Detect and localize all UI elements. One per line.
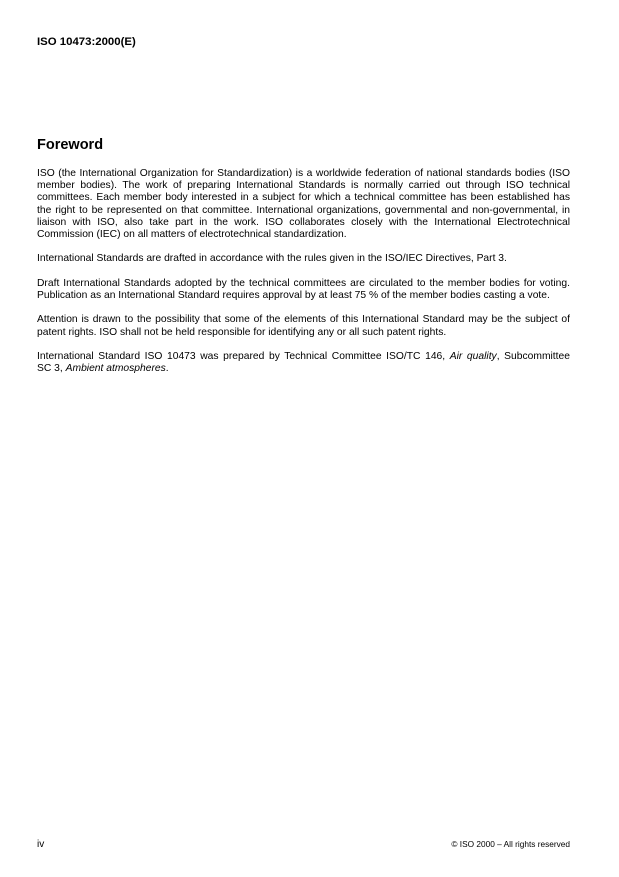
foreword-body (37, 168, 570, 388)
paragraph (37, 253, 570, 265)
text-run: , Subcommittee (496, 350, 570, 362)
text-line: liaison with ISO, also take part in the work. ISO collaborates closely with the International Electrotechnical (37, 216, 570, 228)
document-id-header: ISO 10473:2000(E) (37, 36, 136, 48)
paragraph (37, 351, 570, 375)
paragraph (37, 168, 570, 241)
text-line: patent rights. ISO shall not be held responsible for identifying any or all such patent rights. (37, 326, 447, 338)
page-number: iv (37, 839, 45, 850)
paragraph (37, 278, 570, 302)
section-title: Foreword (37, 137, 104, 153)
text-run: . (165, 363, 169, 375)
text-line (37, 351, 570, 363)
text-run: SC 3, (37, 363, 66, 375)
text-line: Publication as an International Standard requires approval by at least 75 % of the member bodies casting a vote. (37, 290, 550, 301)
text-line: ISO (the International Organization for Standardization) is a worldwide federation of national standards bodies (ISO (37, 168, 570, 179)
copyright-notice: © ISO 2000 – All rights reserved (451, 839, 570, 849)
italic-term: Ambient atmospheres (65, 363, 166, 375)
text-run: International Standard ISO 10473 was prepared by Technical Committee ISO/TC 146, (37, 350, 450, 362)
italic-term: Air quality (449, 350, 497, 362)
text-line: Attention is drawn to the possibility that some of the elements of this International Standard may be the subject of (37, 314, 570, 326)
page-footer (37, 839, 570, 850)
paragraph (37, 314, 570, 338)
text-line: the right to be represented on that committee. International organizations, governmental and non-governmental, in (37, 204, 570, 216)
text-line (37, 363, 570, 375)
text-line: Draft International Standards adopted by the technical committees are circulated to the member bodies for voting. (37, 277, 570, 289)
text-line: International Standards are drafted in accordance with the rules given in the ISO/IEC Directives, Part 3. (37, 253, 507, 265)
text-line: member bodies). The work of preparing International Standards is normally carried out through ISO technical (37, 180, 570, 192)
text-line: committees. Each member body interested in a subject for which a technical committee has been established has (37, 192, 570, 204)
text-line: Commission (IEC) on all matters of electrotechnical standardization. (37, 229, 347, 241)
